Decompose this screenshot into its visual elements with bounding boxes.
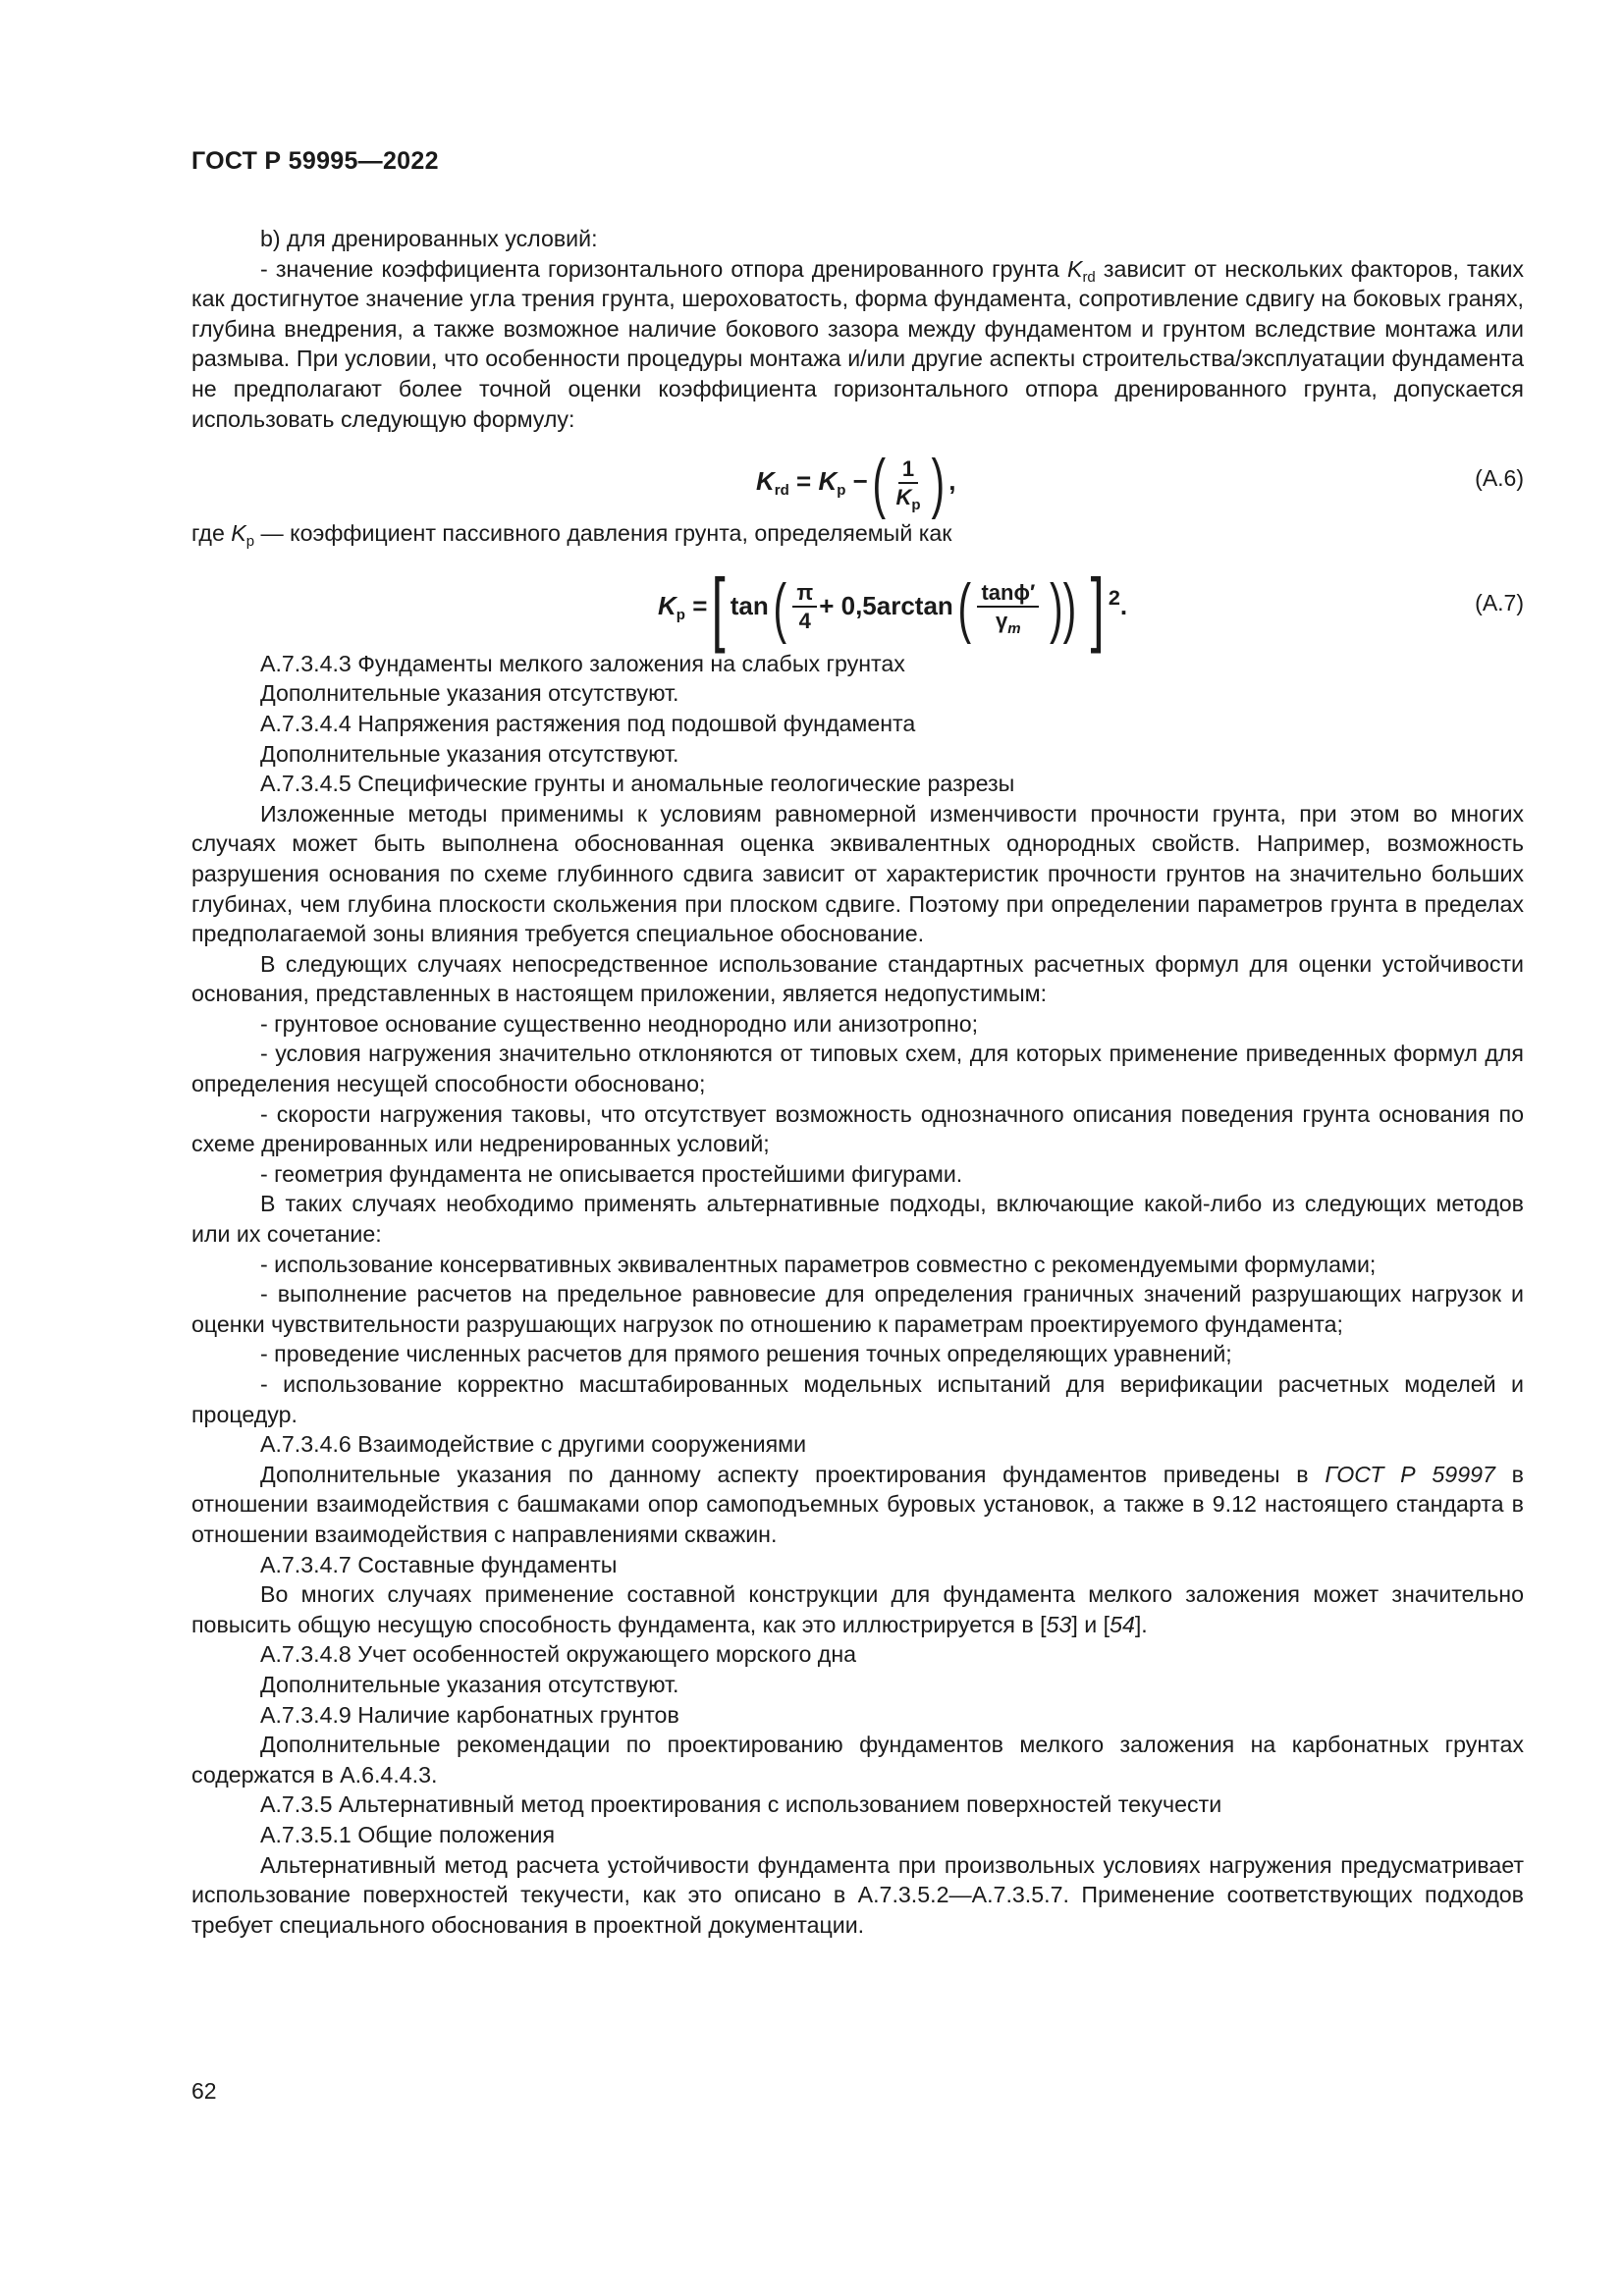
list-item: - скорости нагружения таковы, что отсутствует возможность однозначного описания поведения грунта основания по схеме дренированных или недренированных условий; <box>191 1100 1524 1157</box>
section-heading: A.7.3.4.3 Фундаменты мелкого заложения на слабых грунтах <box>260 650 905 676</box>
section-heading: A.7.3.4.5 Специфические грунты и аномальные геологические разрезы <box>260 771 1015 797</box>
paragraph: Дополнительные указания по данному аспекту проектирования фундаментов приведены в ГОСТ Р 59997 в отношении взаимодействия с башмаками опор самоподъемных буровых установок, а также в 9.12 настоящего стандарта в отношении взаимодействия с направлениями скважин. <box>191 1461 1524 1547</box>
section-heading: A.7.3.4.4 Напряжения растяжения под подошвой фундамента <box>260 710 916 736</box>
citation: 53 <box>1046 1611 1072 1637</box>
section-heading: A.7.3.4.9 Наличие карбонатных грунтов <box>260 1701 679 1728</box>
paragraph: Дополнительные указания отсутствуют. <box>260 1671 679 1697</box>
list-item: - использование корректно масштабированных модельных испытаний для верификации расчетных моделей и процедур. <box>191 1371 1524 1427</box>
citation: 54 <box>1110 1611 1135 1637</box>
equation-number: (A.6) <box>1475 465 1524 492</box>
list-item: - грунтовое основание существенно неоднородно или анизотропно; <box>260 1010 979 1037</box>
paragraph: Альтернативный метод расчета устойчивости фундамента при произвольных условиях нагружения предусматривает использование поверхностей текучести, как это описано в А.7.3.5.2—А.7.3.5.7. Применение соответствующих подходов требует специального обоснования в проектной документации. <box>191 1851 1524 1938</box>
section-heading: A.7.3.4.7 Составные фундаменты <box>260 1551 618 1577</box>
section-heading: A.7.3.5 Альтернативный метод проектирования с использованием поверхностей текучести <box>260 1791 1222 1818</box>
section-heading: A.7.3.5.1 Общие положения <box>260 1821 556 1847</box>
standard-reference: ГОСТ Р 59997 <box>1325 1461 1495 1487</box>
paragraph: Во многих случаях применение составной конструкции для фундамента мелкого заложения может значительно повысить общую несущую способность фундамента, как это иллюстрируется в [53] и [54]. <box>191 1581 1524 1637</box>
list-item: - использование консервативных эквивалентных параметров совместно с рекомендуемыми формулами; <box>260 1251 1377 1277</box>
document-header: ГОСТ Р 59995—2022 <box>191 147 439 175</box>
paragraph: b) для дренированных условий: <box>260 226 598 251</box>
paragraph: где $K_p$ — коэффициент пассивного давления грунта, определяемый как <box>191 520 952 551</box>
page-number: 62 <box>191 2078 217 2104</box>
document-body <box>191 224 1524 1940</box>
formula-a6: $K_{rd} = K_p$ −( $\frac{1}{K_p}$ ) , (A.6) <box>756 446 1524 521</box>
equation-number: (A.7) <box>1475 589 1524 615</box>
paragraph: - значение коэффициента горизонтального отпора дренированного грунта $K_{rd}$ зависит от нескольких факторов, таких как достигнутое значение угла трения грунта, шероховатость, форма фундамента, сопротивление сдвигу на боковых гранях, глубина внедрения, а также возможное наличие бокового зазора между фундаментом и грунтом вследствие монтажа или размыва. При условии, что особенности процедуры монтажа и/или другие аспекты строительства/эксплуатации фундамента не предполагают более точной оценки коэффициента горизонтального отпора дренированного грунта, допускается использовать следующую формулу: <box>191 255 1524 432</box>
list-item: - выполнение расчетов на предельное равновесие для определения граничных значений разрушающих нагрузок и оценки чувствительности разрушающих нагрузок по отношению к параметрам проектируемого фундамента; <box>191 1281 1524 1337</box>
paragraph: В следующих случаях непосредственное использование стандартных расчетных формул для оценки устойчивости основания, представленных в настоящем приложении, является недопустимым: <box>191 950 1524 1007</box>
list-item: - условия нагружения значительно отклоняются от типовых схем, для которых применение приведенных формул для определения несущей способности обосновано; <box>191 1041 1524 1097</box>
formula-a7: $K_p$ =[ tan( $\frac{\pi}{4}$ + 0,5arctan( $\frac{\tan\phi'}{\gamma_m}$ )) ] $^2$. (A.7) <box>658 561 1524 654</box>
paragraph: Изложенные методы применимы к условиям равномерной изменчивости прочности грунта, при этом во многих случаях может быть выполнена обоснованная оценка эквивалентных однородных свойств. Например, возможность разрушения основания по схеме глубинного сдвига зависит от характеристик прочности грунтов на значительно больших глубинах, чем глубина плоскости скольжения при плоском сдвиге. Поэтому при определении параметров грунта в пределах предполагаемой зоны влияния требуется специальное обоснование. <box>191 800 1524 947</box>
section-heading: A.7.3.4.6 Взаимодействие с другими сооружениями <box>260 1431 807 1458</box>
paragraph: Дополнительные указания отсутствуют. <box>260 740 679 767</box>
section-heading: A.7.3.4.8 Учет особенностей окружающего морского дна <box>260 1641 857 1668</box>
list-item: - геометрия фундамента не описывается простейшими фигурами. <box>260 1160 963 1187</box>
paragraph: В таких случаях необходимо применять альтернативные подходы, включающие какой-либо из следующих методов или их сочетание: <box>191 1191 1524 1248</box>
list-item: - проведение численных расчетов для прямого решения точных определяющих уравнений; <box>260 1341 1232 1367</box>
paragraph: Дополнительные указания отсутствуют. <box>260 680 679 707</box>
paragraph: Дополнительные рекомендации по проектированию фундаментов мелкого заложения на карбонатных грунтах содержатся в А.6.4.4.3. <box>191 1732 1524 1788</box>
